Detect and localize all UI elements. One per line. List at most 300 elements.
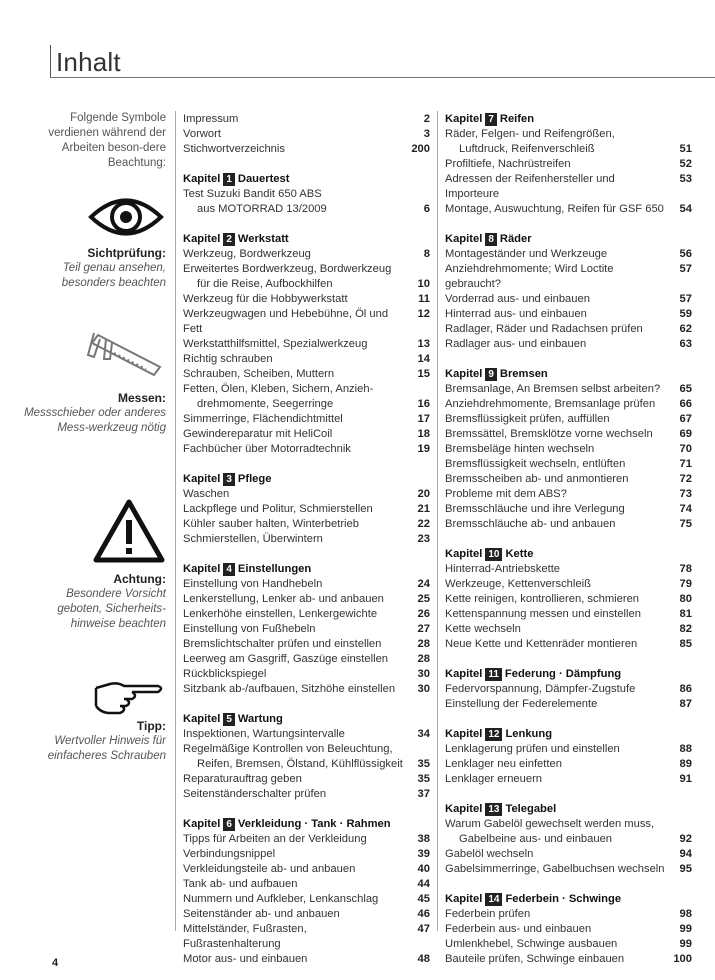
toc-entry-title: Probleme mit dem ABS? <box>445 488 567 500</box>
toc-entry-page: 24 <box>417 578 430 590</box>
toc-entry-title: Simmerringe, Flächendichtmittel <box>183 413 343 425</box>
toc-entry[interactable] <box>183 502 430 517</box>
toc-entry-page: 35 <box>417 773 430 785</box>
toc-entry[interactable] <box>445 682 692 697</box>
toc-entry[interactable] <box>445 562 692 577</box>
toc-entry[interactable] <box>445 442 692 457</box>
toc-entry-title: Nummern und Aufkleber, Lenkanschlag <box>183 893 379 905</box>
toc-entry[interactable] <box>183 577 430 592</box>
toc-entry-title: Einstellung von Fußhebeln <box>183 623 316 635</box>
toc-entry[interactable] <box>183 367 430 382</box>
toc-entry[interactable] <box>183 127 430 142</box>
chapter-title: Wartung <box>237 713 283 725</box>
toc-entry-title: Gabelöl wechseln <box>445 848 534 860</box>
toc-entry[interactable] <box>183 442 430 457</box>
toc-entry-page: 19 <box>417 443 430 455</box>
chapter-heading <box>445 802 692 817</box>
toc-entry[interactable] <box>183 517 430 532</box>
toc-entry-title: Werkstatthilfsmittel, Spezialwerkzeug <box>183 338 368 350</box>
toc-entry[interactable] <box>445 247 692 262</box>
toc-entry[interactable] <box>183 637 430 652</box>
toc-entry-page: 79 <box>679 578 692 590</box>
toc-entry-title: für die Reise, Aufbockhilfen <box>197 278 333 290</box>
chapter-title: Federung · Dämpfung <box>504 668 622 680</box>
toc-entry[interactable] <box>445 637 692 652</box>
toc-entry-page: 46 <box>417 908 430 920</box>
toc-entry[interactable] <box>183 832 430 847</box>
toc-entry-title: Tipps für Arbeiten an der Verkleidung <box>183 833 367 845</box>
toc-entry-title: Kettenspannung messen und einstellen <box>445 608 641 620</box>
toc-entry-page: 39 <box>417 848 430 860</box>
toc-entry-title: Verkleidungsteile ab- und anbauen <box>183 863 356 875</box>
toc-entry[interactable] <box>183 427 430 442</box>
chapter-title: Telegabel <box>505 803 557 815</box>
chapter-title: Kette <box>505 548 534 560</box>
toc-entry[interactable] <box>445 457 692 472</box>
toc-entry[interactable] <box>183 532 430 547</box>
toc-entry-title: aus MOTORRAD 13/2009 <box>197 203 327 215</box>
symbol-heading: Achtung: <box>113 572 166 586</box>
toc-entry-title: Verbindungsnippel <box>183 848 276 860</box>
toc-entry[interactable] <box>183 772 430 787</box>
chapter-number-badge: 14 <box>485 893 502 906</box>
title-accent-bar <box>50 45 51 78</box>
toc-entry-page: 14 <box>417 353 430 365</box>
toc-entry-page: 57 <box>679 293 692 305</box>
toc-entry[interactable] <box>183 277 430 292</box>
toc-entry-title: Bremsschläuche und ihre Verlegung <box>445 503 625 515</box>
toc-entry[interactable] <box>445 517 692 532</box>
symbol-heading: Sichtprüfung: <box>87 246 166 260</box>
toc-entry[interactable] <box>445 757 692 772</box>
toc-entry-title: Bremsscheiben ab- und anmontieren <box>445 473 629 485</box>
toc-entry-title: Luftdruck, Reifenverschleiß <box>459 143 595 155</box>
toc-entry-title: drehmomente, Seegerringe <box>197 398 334 410</box>
toc-entry[interactable] <box>183 892 430 907</box>
toc-entry-title: Gewindereparatur mit HeliCoil <box>183 428 333 440</box>
toc-entry-title: Federbein prüfen <box>445 908 531 920</box>
toc-entry-page: 52 <box>679 158 692 170</box>
chapter-number-badge: 6 <box>223 818 235 831</box>
toc-entry[interactable] <box>445 952 692 967</box>
toc-entry-page: 6 <box>423 203 430 215</box>
chapter-heading <box>183 172 430 187</box>
toc-entry[interactable] <box>445 172 692 202</box>
toc-entry-title: Werkzeug, Bordwerkzeug <box>183 248 311 260</box>
toc-entry-page: 62 <box>679 323 692 335</box>
toc-entry-page: 57 <box>679 263 692 275</box>
toc-entry[interactable] <box>445 412 692 427</box>
toc-entry[interactable] <box>183 667 430 682</box>
toc-entry-title: Lenkerstellung, Lenker ab- und anbauen <box>183 593 384 605</box>
toc-entry-title: Bremsflüssigkeit wechseln, entlüften <box>445 458 626 470</box>
toc-entry-page: 89 <box>679 758 692 770</box>
toc-entry-title: Radlager, Räder und Radachsen prüfen <box>445 323 643 335</box>
chapter-title: Verkleidung · Tank · Rahmen <box>237 818 391 830</box>
toc-entry[interactable] <box>445 922 692 937</box>
toc-entry-title: Mittelständer, Fußrasten, Fußrastenhalterung <box>183 923 307 950</box>
symbol-messen <box>20 391 166 436</box>
chapter-heading <box>445 892 692 907</box>
toc-entry[interactable] <box>445 862 692 877</box>
toc-entry-page: 27 <box>417 623 430 635</box>
chapter-number-badge: 8 <box>485 233 497 246</box>
toc-entry[interactable] <box>183 397 430 412</box>
toc-entry-page: 28 <box>417 638 430 650</box>
symbol-achtung <box>20 572 166 632</box>
toc-entry[interactable] <box>445 142 692 157</box>
chapter-word: Kapitel <box>183 818 221 830</box>
toc-entry[interactable] <box>183 652 430 667</box>
toc-entry[interactable] <box>445 427 692 442</box>
toc-entry[interactable] <box>183 307 430 337</box>
toc-entry[interactable] <box>445 832 692 847</box>
chapter-heading <box>183 817 430 832</box>
chapter-number-badge: 3 <box>223 473 235 486</box>
toc-entry[interactable] <box>445 817 692 832</box>
chapter-title: Pflege <box>237 473 272 485</box>
toc-entry-title: Montageständer und Werkzeuge <box>445 248 608 260</box>
toc-entry-page: 17 <box>417 413 430 425</box>
toc-entry-title: Werkzeuge, Kettenverschleiß <box>445 578 591 590</box>
toc-entry-page: 23 <box>417 533 430 545</box>
toc-entry-title: Waschen <box>183 488 230 500</box>
toc-entry-title: Bremsschläuche ab- und anbauen <box>445 518 616 530</box>
chapter-number-badge: 2 <box>223 233 235 246</box>
toc-entry-title: Lackpflege und Politur, Schmierstellen <box>183 503 373 515</box>
eye-icon <box>88 192 164 247</box>
chapter-word: Kapitel <box>183 563 221 575</box>
toc-entry-page: 37 <box>417 788 430 800</box>
toc-entry[interactable] <box>445 772 692 787</box>
toc-entry[interactable] <box>183 922 430 952</box>
toc-entry-title: Anziehdrehmomente, Bremsanlage prüfen <box>445 398 656 410</box>
toc-entry[interactable] <box>183 487 430 502</box>
toc-column-2 <box>445 112 692 967</box>
toc-entry[interactable] <box>445 742 692 757</box>
toc-entry-page: 53 <box>679 173 692 185</box>
toc-entry-title: Bauteile prüfen, Schwinge einbauen <box>445 953 625 965</box>
toc-entry-page: 81 <box>679 608 692 620</box>
toc-entry-page: 98 <box>679 908 692 920</box>
toc-entry-title: Bremsanlage, An Bremsen selbst arbeiten? <box>445 383 661 395</box>
toc-entry-title: Adressen der Reifenhersteller und Importeure <box>445 173 615 200</box>
toc-entry[interactable] <box>445 202 692 217</box>
chapter-number-badge: 13 <box>485 803 502 816</box>
toc-entry-title: Vorderrad aus- und einbauen <box>445 293 590 305</box>
toc-entry-title: Fetten, Ölen, Kleben, Sichern, Anzieh- <box>183 383 374 395</box>
toc-entry-page: 74 <box>679 503 692 515</box>
toc-entry[interactable] <box>445 847 692 862</box>
chapter-heading <box>445 547 692 562</box>
toc-entry-page: 88 <box>679 743 692 755</box>
toc-entry[interactable] <box>183 187 430 202</box>
chapter-word: Kapitel <box>183 713 221 725</box>
chapter-heading <box>183 562 430 577</box>
chapter-heading <box>445 232 692 247</box>
toc-entry-page: 99 <box>679 938 692 950</box>
toc-entry-title: Bremsflüssigkeit prüfen, auffüllen <box>445 413 610 425</box>
symbol-description: Messschieber oder anderes Mess-werkzeug nötig <box>24 407 166 434</box>
toc-entry-page: 35 <box>417 758 430 770</box>
toc-entry[interactable] <box>183 412 430 427</box>
toc-entry-title: Räder, Felgen- und Reifengrößen, <box>445 128 615 140</box>
toc-entry-title: Gabelbeine aus- und einbauen <box>459 833 613 845</box>
toc-entry[interactable] <box>445 322 692 337</box>
toc-entry[interactable] <box>183 337 430 352</box>
chapter-number-badge: 11 <box>485 668 502 681</box>
toc-entry-title: Tank ab- und aufbauen <box>183 878 298 890</box>
toc-entry-title: Lenklagerung prüfen und einstellen <box>445 743 620 755</box>
chapter-number-badge: 10 <box>485 548 502 561</box>
chapter-number-badge: 1 <box>223 173 235 186</box>
toc-entry[interactable] <box>445 577 692 592</box>
toc-entry[interactable] <box>183 382 430 397</box>
toc-entry[interactable] <box>445 607 692 622</box>
toc-entry-page: 44 <box>417 878 430 890</box>
toc-entry-title: Kette reinigen, kontrollieren, schmieren <box>445 593 640 605</box>
toc-entry[interactable] <box>183 622 430 637</box>
chapter-number-badge: 4 <box>223 563 235 576</box>
toc-entry-title: Erweitertes Bordwerkzeug, Bordwerkzeug <box>183 263 392 275</box>
toc-entry-page: 85 <box>679 638 692 650</box>
toc-entry[interactable] <box>445 292 692 307</box>
column-divider-left <box>175 111 176 931</box>
toc-entry[interactable] <box>183 787 430 802</box>
toc-entry-page: 30 <box>417 683 430 695</box>
chapter-title: Einstellungen <box>237 563 312 575</box>
toc-entry-title: Radlager aus- und einbauen <box>445 338 587 350</box>
toc-entry-title: Test Suzuki Bandit 650 ABS <box>183 188 322 200</box>
toc-entry[interactable] <box>183 682 430 697</box>
toc-entry-title: Schmierstellen, Überwintern <box>183 533 323 545</box>
toc-entry-title: Lenklager erneuern <box>445 773 543 785</box>
chapter-heading <box>445 667 692 682</box>
toc-entry[interactable] <box>183 847 430 862</box>
toc-entry-title: Stichwortverzeichnis <box>183 143 285 155</box>
toc-entry[interactable] <box>183 142 430 157</box>
toc-entry[interactable] <box>445 907 692 922</box>
chapter-word: Kapitel <box>445 893 483 905</box>
symbol-description: Teil genau ansehen, besonders beachten <box>61 262 166 289</box>
toc-entry-title: Lenkerhöhe einstellen, Lenkergewichte <box>183 608 378 620</box>
symbol-heading: Tipp: <box>136 719 166 733</box>
chapter-heading <box>445 112 692 127</box>
toc-entry[interactable] <box>445 307 692 322</box>
toc-entry-page: 65 <box>679 383 692 395</box>
toc-entry-page: 78 <box>679 563 692 575</box>
toc-entry-page: 10 <box>417 278 430 290</box>
toc-entry-page: 99 <box>679 923 692 935</box>
toc-entry[interactable] <box>445 502 692 517</box>
toc-entry-title: Seitenständer ab- und anbauen <box>183 908 340 920</box>
symbol-description: Besondere Vorsicht geboten, Sicherheits-hinweise beachten <box>57 588 166 630</box>
chapter-heading <box>183 472 430 487</box>
toc-entry[interactable] <box>183 592 430 607</box>
warning-icon <box>92 498 166 569</box>
toc-entry-page: 26 <box>417 608 430 620</box>
toc-entry-title: Schrauben, Scheiben, Muttern <box>183 368 335 380</box>
toc-entry-page: 87 <box>679 698 692 710</box>
toc-entry-page: 25 <box>417 593 430 605</box>
toc-entry[interactable] <box>183 757 430 772</box>
chapter-word: Kapitel <box>445 803 483 815</box>
toc-entry[interactable] <box>183 727 430 742</box>
chapter-title: Bremsen <box>499 368 548 380</box>
toc-entry-title: Montage, Auswuchtung, Reifen für GSF 650 <box>445 203 664 215</box>
toc-entry-page: 59 <box>679 308 692 320</box>
toc-entry-page: 15 <box>417 368 430 380</box>
chapter-title: Reifen <box>499 113 535 125</box>
symbol-sichtpruefung <box>20 246 166 291</box>
chapter-word: Kapitel <box>445 233 483 245</box>
chapter-word: Kapitel <box>445 368 483 380</box>
toc-entry-page: 86 <box>679 683 692 695</box>
chapter-word: Kapitel <box>183 173 221 185</box>
toc-entry-title: Bremssättel, Bremsklötze vorne wechseln <box>445 428 653 440</box>
toc-entry-page: 82 <box>679 623 692 635</box>
toc-entry-page: 48 <box>417 953 430 965</box>
toc-entry-title: Sitzbank ab-/aufbauen, Sitzhöhe einstellen <box>183 683 396 695</box>
symbol-heading: Messen: <box>117 391 166 405</box>
toc-entry-title: Neue Kette und Kettenräder montieren <box>445 638 638 650</box>
toc-entry-title: Richtig schrauben <box>183 353 273 365</box>
toc-entry-page: 80 <box>679 593 692 605</box>
toc-entry[interactable] <box>445 622 692 637</box>
toc-entry[interactable] <box>183 952 430 967</box>
toc-entry-title: Vorwort <box>183 128 221 140</box>
toc-entry-title: Reifen, Bremsen, Ölstand, Kühlflüssigkeit <box>197 758 403 770</box>
toc-entry-title: Werkzeug für die Hobbywerkstatt <box>183 293 348 305</box>
toc-entry-page: 8 <box>423 248 430 260</box>
toc-entry-page: 69 <box>679 428 692 440</box>
toc-entry-title: Impressum <box>183 113 239 125</box>
toc-entry-page: 73 <box>679 488 692 500</box>
toc-entry-page: 28 <box>417 653 430 665</box>
symbol-description: Wertvoller Hinweis für einfacheres Schrauben <box>47 735 166 762</box>
toc-entry-page: 72 <box>679 473 692 485</box>
toc-entry-page: 38 <box>417 833 430 845</box>
chapter-title: Lenkung <box>505 728 553 740</box>
toc-entry-page: 75 <box>679 518 692 530</box>
toc-entry-title: Anziehdrehmomente; Wird Loctite gebraucht? <box>445 263 614 290</box>
toc-entry[interactable] <box>445 397 692 412</box>
toc-entry[interactable] <box>445 592 692 607</box>
toc-entry[interactable] <box>445 697 692 712</box>
toc-entry[interactable] <box>445 472 692 487</box>
toc-entry[interactable] <box>183 352 430 367</box>
chapter-word: Kapitel <box>183 473 221 485</box>
toc-entry-page: 66 <box>679 398 692 410</box>
toc-entry[interactable] <box>183 292 430 307</box>
toc-entry-page: 91 <box>679 773 692 785</box>
toc-entry[interactable] <box>183 907 430 922</box>
toc-entry[interactable] <box>183 202 430 217</box>
toc-entry-title: Warum Gabelöl gewechselt werden muss, <box>445 818 655 830</box>
toc-entry-page: 47 <box>417 923 430 935</box>
chapter-heading <box>183 712 430 727</box>
toc-entry-page: 16 <box>417 398 430 410</box>
toc-entry-page: 95 <box>679 863 692 875</box>
toc-column-1 <box>183 112 430 967</box>
toc-entry-title: Hinterrad aus- und einbauen <box>445 308 587 320</box>
toc-entry[interactable] <box>445 382 692 397</box>
toc-entry-title: Federbein aus- und einbauen <box>445 923 592 935</box>
chapter-word: Kapitel <box>445 668 483 680</box>
toc-entry-title: Hinterrad-Antriebskette <box>445 563 561 575</box>
toc-entry-page: 67 <box>679 413 692 425</box>
toc-entry-page: 70 <box>679 443 692 455</box>
toc-entry[interactable] <box>445 127 692 142</box>
toc-entry[interactable] <box>183 607 430 622</box>
chapter-heading <box>445 727 692 742</box>
title-rule <box>50 77 715 78</box>
toc-entry[interactable] <box>445 337 692 352</box>
toc-entry-title: Regelmäßige Kontrollen von Beleuchtung, <box>183 743 393 755</box>
toc-entry[interactable] <box>445 157 692 172</box>
toc-entry-page: 13 <box>417 338 430 350</box>
toc-entry-page: 51 <box>679 143 692 155</box>
toc-entry-title: Inspektionen, Wartungsintervalle <box>183 728 345 740</box>
toc-entry-page: 30 <box>417 668 430 680</box>
toc-entry-page: 21 <box>417 503 430 515</box>
toc-entry-title: Fachbücher über Motorradtechnik <box>183 443 351 455</box>
toc-entry-page: 56 <box>679 248 692 260</box>
toc-entry-title: Federvorspannung, Dämpfer-Zugstufe <box>445 683 636 695</box>
toc-entry[interactable] <box>445 937 692 952</box>
toc-entry-page: 34 <box>417 728 430 740</box>
toc-entry-title: Einstellung von Handhebeln <box>183 578 323 590</box>
page-number: 4 <box>52 957 59 969</box>
toc-entry-title: Leerweg am Gasgriff, Gaszüge einstellen <box>183 653 389 665</box>
toc-entry[interactable] <box>183 112 430 127</box>
toc-entry[interactable] <box>183 247 430 262</box>
toc-entry-page: 92 <box>679 833 692 845</box>
toc-entry-page: 18 <box>417 428 430 440</box>
symbol-tipp <box>20 719 166 764</box>
toc-entry[interactable] <box>183 742 430 757</box>
toc-entry[interactable] <box>445 262 692 292</box>
chapter-number-badge: 9 <box>485 368 497 381</box>
toc-entry-title: Kette wechseln <box>445 623 521 635</box>
chapter-word: Kapitel <box>445 113 483 125</box>
toc-entry[interactable] <box>183 877 430 892</box>
toc-entry-title: Gabelsimmerringe, Gabelbuchsen wechseln <box>445 863 665 875</box>
toc-entry-page: 94 <box>679 848 692 860</box>
toc-entry-title: Reparaturauftrag geben <box>183 773 302 785</box>
toc-entry[interactable] <box>445 487 692 502</box>
chapter-word: Kapitel <box>445 548 483 560</box>
toc-entry-title: Bremsbeläge hinten wechseln <box>445 443 595 455</box>
chapter-heading <box>445 367 692 382</box>
chapter-word: Kapitel <box>445 728 483 740</box>
toc-entry[interactable] <box>183 862 430 877</box>
toc-entry-title: Lenklager neu einfetten <box>445 758 562 770</box>
caliper-icon <box>84 325 166 390</box>
chapter-word: Kapitel <box>183 233 221 245</box>
page-title: Inhalt <box>56 47 121 77</box>
chapter-number-badge: 5 <box>223 713 235 726</box>
toc-entry-title: Umlenkhebel, Schwinge ausbauen <box>445 938 618 950</box>
chapter-number-badge: 7 <box>485 113 497 126</box>
toc-entry-title: Werkzeugwagen und Hebebühne, Öl und Fett <box>183 308 389 335</box>
column-divider-middle <box>437 111 438 931</box>
toc-entry-page: 12 <box>417 308 430 320</box>
toc-entry-page: 54 <box>679 203 692 215</box>
chapter-title: Dauertest <box>237 173 290 185</box>
symbols-intro: Folgende Symbole verdienen während der Arbeiten beson-dere Beachtung: <box>48 112 166 169</box>
toc-entry[interactable] <box>183 262 430 277</box>
